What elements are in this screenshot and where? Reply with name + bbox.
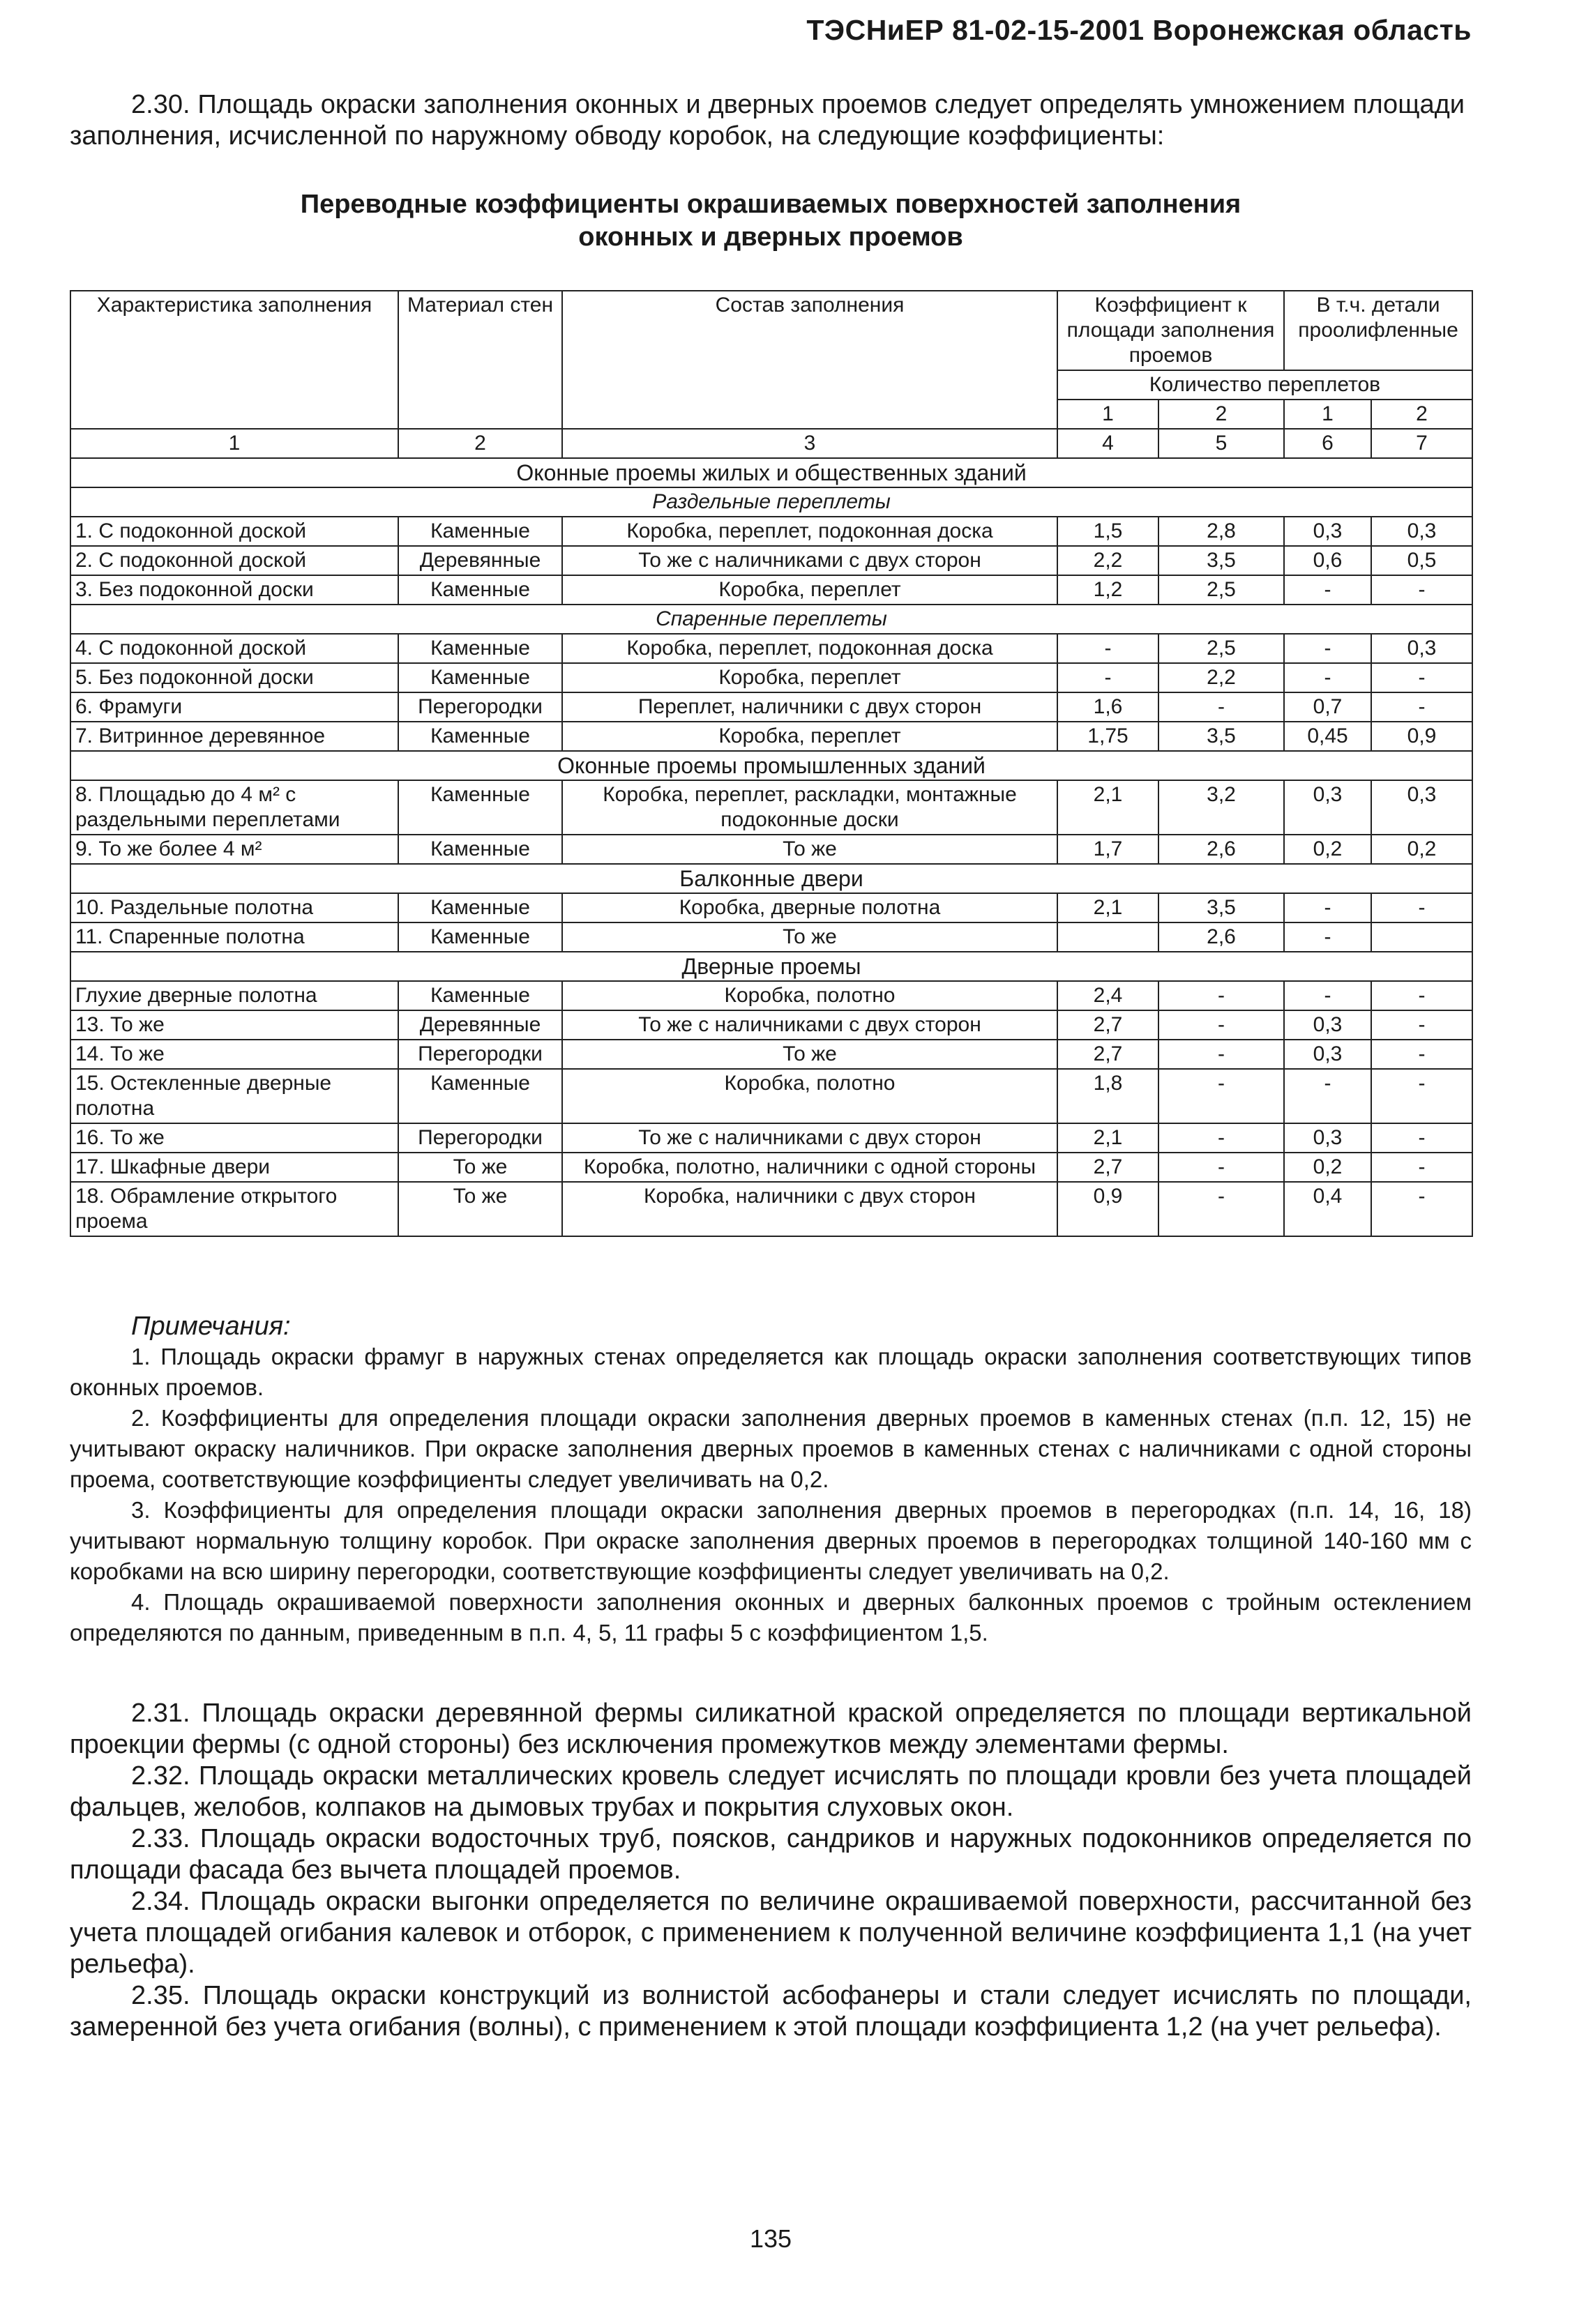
cell-coef-2: 2,6 [1158, 922, 1284, 952]
cell-oiled-1: - [1284, 922, 1371, 952]
cell-coef-2: 3,2 [1158, 780, 1284, 835]
table-row [70, 981, 1472, 1010]
cell-oiled-2: - [1371, 663, 1472, 692]
cell-coef-1: 1,8 [1057, 1069, 1158, 1123]
cell-coef-1: 1,6 [1057, 692, 1158, 722]
table-row [70, 1182, 1472, 1236]
table-row [70, 722, 1472, 751]
cell-composition: Коробка, переплет [562, 722, 1057, 751]
cell-characteristic: 6. Фрамуги [70, 692, 398, 722]
cell-coef-2: - [1158, 1069, 1284, 1123]
cell-composition: То же [562, 835, 1057, 864]
cell-wall-material: Деревянные [398, 1010, 562, 1040]
cell-characteristic: Глухие дверные полотна [70, 981, 398, 1010]
cell-oiled-1: - [1284, 1069, 1371, 1123]
cell-coef-2: - [1158, 981, 1284, 1010]
cell-coef-2: 2,5 [1158, 634, 1284, 663]
notes-block [70, 1311, 1472, 1648]
table-row [70, 780, 1472, 835]
section-paragraph: 2.35. Площадь окраски конструкций из волнистой асбофанеры и стали следует исчислять по площади, замеренной без учета огибания (волны), с применением к этой площади коэффициента 1,2 (на учет рельефа). [70, 1981, 1472, 2042]
cell-characteristic: 9. То же более 4 м² [70, 835, 398, 864]
cell-oiled-1: 0,6 [1284, 546, 1371, 575]
section-paragraph: 2.32. Площадь окраски металлических кровель следует исчислять по площади кровли без учета площадей фальцев, желобов, колпаков на дымовых трубах и покрытия слуховых окон. [70, 1761, 1472, 1822]
cell-wall-material: Каменные [398, 517, 562, 546]
column-number: 1 [70, 429, 398, 458]
cell-oiled-1: - [1284, 893, 1371, 922]
coefficient-table-wrapper [70, 290, 1472, 1237]
section-row [70, 864, 1472, 893]
cell-wall-material: Каменные [398, 663, 562, 692]
cell-characteristic: 10. Раздельные полотна [70, 893, 398, 922]
cell-composition: То же с наличниками с двух сторон [562, 1010, 1057, 1040]
table-row [70, 517, 1472, 546]
cell-coef-2: - [1158, 1010, 1284, 1040]
header-characteristic: Характеристика заполнения [70, 291, 398, 429]
page-number: 135 [749, 2224, 792, 2253]
cell-composition: Коробка, переплет [562, 575, 1057, 605]
cell-composition: Коробка, переплет, подоконная доска [562, 517, 1057, 546]
cell-composition: Переплет, наличники с двух сторон [562, 692, 1057, 722]
cell-characteristic: 16. То же [70, 1123, 398, 1153]
cell-coef-1: 1,7 [1057, 835, 1158, 864]
cell-coef-2: 3,5 [1158, 893, 1284, 922]
cell-wall-material: Перегородки [398, 1123, 562, 1153]
table-row [70, 692, 1472, 722]
cell-wall-material: Перегородки [398, 692, 562, 722]
table-row [70, 835, 1472, 864]
note-item: 4. Площадь окрашиваемой поверхности заполнения оконных и дверных балконных проемов с тройным остеклением определяются по данным, приведенным в п.п. 4, 5, 11 графы 5 с коэффициентом 1,5. [70, 1589, 1472, 1646]
header-frame-count: Количество переплетов [1057, 370, 1472, 400]
cell-coef-1: 0,9 [1057, 1182, 1158, 1236]
cell-characteristic: 17. Шкафные двери [70, 1153, 398, 1182]
section-title: Дверные проемы [70, 952, 1472, 981]
table-row [70, 1123, 1472, 1153]
cell-oiled-2: - [1371, 1069, 1472, 1123]
cell-characteristic: 5. Без подоконной доски [70, 663, 398, 692]
section-paragraph: 2.33. Площадь окраски водосточных труб, поясков, сандриков и наружных подоконников определяется по площади фасада без вычета площадей проемов. [70, 1824, 1472, 1885]
section-row [70, 952, 1472, 981]
header-count-1: 1 [1057, 400, 1158, 429]
column-number: 2 [398, 429, 562, 458]
cell-coef-1: 2,1 [1057, 893, 1158, 922]
cell-wall-material: Каменные [398, 1069, 562, 1123]
cell-coef-1: 2,1 [1057, 780, 1158, 835]
table-row [70, 575, 1472, 605]
cell-oiled-1: - [1284, 575, 1371, 605]
column-number: 5 [1158, 429, 1284, 458]
cell-coef-1: 1,2 [1057, 575, 1158, 605]
table-row [70, 893, 1472, 922]
cell-coef-1: 2,7 [1057, 1010, 1158, 1040]
cell-characteristic: 15. Остекленные дверные полотна [70, 1069, 398, 1123]
cell-oiled-2: 0,2 [1371, 835, 1472, 864]
cell-wall-material: Каменные [398, 780, 562, 835]
cell-oiled-1: 0,7 [1284, 692, 1371, 722]
subsection-title: Спаренные переплеты [70, 605, 1472, 634]
cell-wall-material: Каменные [398, 722, 562, 751]
column-number: 6 [1284, 429, 1371, 458]
cell-wall-material: Каменные [398, 634, 562, 663]
table-header-row [70, 291, 1472, 370]
cell-coef-2: 3,5 [1158, 546, 1284, 575]
cell-composition: Коробка, переплет [562, 663, 1057, 692]
cell-composition: То же с наличниками с двух сторон [562, 1123, 1057, 1153]
cell-oiled-1: 0,3 [1284, 1123, 1371, 1153]
table-title [70, 188, 1472, 254]
header-oiled-parts: В т.ч. детали проолифленные [1284, 291, 1472, 370]
header-count-2: 2 [1158, 400, 1284, 429]
coefficient-table [70, 290, 1473, 1237]
cell-characteristic: 1. С подоконной доской [70, 517, 398, 546]
cell-oiled-2: 0,9 [1371, 722, 1472, 751]
cell-oiled-1: - [1284, 663, 1371, 692]
table-row [70, 1040, 1472, 1069]
cell-oiled-1: 0,4 [1284, 1182, 1371, 1236]
sections-block [70, 1698, 1472, 2043]
cell-oiled-2: - [1371, 1040, 1472, 1069]
document-header: ТЭСНиЕР 81-02-15-2001 Воронежская область [806, 14, 1472, 46]
cell-wall-material: Каменные [398, 575, 562, 605]
cell-composition: Коробка, полотно [562, 1069, 1057, 1123]
cell-coef-2: 2,6 [1158, 835, 1284, 864]
cell-oiled-2: - [1371, 1182, 1472, 1236]
section-title: Оконные проемы промышленных зданий [70, 751, 1472, 780]
cell-coef-2: 2,8 [1158, 517, 1284, 546]
cell-characteristic: 4. С подоконной доской [70, 634, 398, 663]
cell-coef-1 [1057, 922, 1158, 952]
section-row [70, 458, 1472, 487]
note-item: 2. Коэффициенты для определения площади окраски заполнения дверных проемов в каменных стенах (п.п. 12, 15) не учитывают окраску наличников. При окраске заполнения дверных проемов в каменных стенах с наличниками с одной стороны проема, соответствующие коэффициенты следует увеличивать на 0,2. [70, 1405, 1472, 1492]
table-row [70, 1069, 1472, 1123]
cell-oiled-1: 0,3 [1284, 780, 1371, 835]
section-title: Балконные двери [70, 864, 1472, 893]
cell-characteristic: 2. С подоконной доской [70, 546, 398, 575]
table-row [70, 546, 1472, 575]
cell-oiled-2: - [1371, 575, 1472, 605]
notes-title: Примечания: [131, 1312, 291, 1341]
cell-oiled-1: 0,2 [1284, 835, 1371, 864]
note-item: 3. Коэффициенты для определения площади окраски заполнения дверных проемов в перегородках (п.п. 14, 16, 18) учитывают нормальную толщину коробок. При окраске заполнения дверных проемов в перегородках толщиной 140-160 мм с коробками на всю ширину перегородки, соответствующие коэффициенты следует увеличивать на 0,2. [70, 1497, 1472, 1584]
cell-oiled-2: - [1371, 981, 1472, 1010]
cell-composition: То же с наличниками с двух сторон [562, 546, 1057, 575]
cell-coef-2: - [1158, 1153, 1284, 1182]
cell-oiled-1: 0,3 [1284, 517, 1371, 546]
section-paragraph: 2.31. Площадь окраски деревянной фермы силикатной краской определяется по площади вертикальной проекции фермы (с одной стороны) без исключения промежутков между элементами фермы. [70, 1699, 1472, 1759]
header-coefficient: Коэффициент к площади заполнения проемов [1057, 291, 1284, 370]
cell-coef-2: - [1158, 1182, 1284, 1236]
cell-oiled-2: - [1371, 1010, 1472, 1040]
subsection-title: Раздельные переплеты [70, 487, 1472, 517]
cell-coef-1: 2,2 [1057, 546, 1158, 575]
cell-oiled-2: - [1371, 893, 1472, 922]
cell-oiled-2: 0,3 [1371, 517, 1472, 546]
cell-coef-2: 2,5 [1158, 575, 1284, 605]
cell-oiled-1: - [1284, 981, 1371, 1010]
cell-wall-material: Перегородки [398, 1040, 562, 1069]
table-row [70, 1010, 1472, 1040]
cell-coef-2: - [1158, 692, 1284, 722]
cell-characteristic: 8. Площадью до 4 м² с раздельными переплетами [70, 780, 398, 835]
cell-coef-1: 2,4 [1057, 981, 1158, 1010]
cell-characteristic: 14. То же [70, 1040, 398, 1069]
cell-composition: Коробка, переплет, подоконная доска [562, 634, 1057, 663]
column-number: 7 [1371, 429, 1472, 458]
cell-wall-material: Каменные [398, 835, 562, 864]
cell-coef-1: 2,1 [1057, 1123, 1158, 1153]
cell-oiled-2: 0,5 [1371, 546, 1472, 575]
cell-wall-material: То же [398, 1153, 562, 1182]
cell-composition: Коробка, наличники с двух сторон [562, 1182, 1057, 1236]
header-wall-material: Материал стен [398, 291, 562, 429]
cell-coef-2: - [1158, 1040, 1284, 1069]
cell-oiled-2: 0,3 [1371, 780, 1472, 835]
cell-coef-2: - [1158, 1123, 1284, 1153]
cell-oiled-2: - [1371, 1123, 1472, 1153]
cell-wall-material: Каменные [398, 893, 562, 922]
cell-coef-1: 2,7 [1057, 1153, 1158, 1182]
section-title: Оконные проемы жилых и общественных зданий [70, 458, 1472, 487]
column-number: 3 [562, 429, 1057, 458]
cell-coef-1: - [1057, 634, 1158, 663]
subsection-row [70, 605, 1472, 634]
cell-wall-material: Деревянные [398, 546, 562, 575]
note-item: 1. Площадь окраски фрамуг в наружных стенах определяется как площадь окраски заполнения соответствующих типов оконных проемов. [70, 1344, 1472, 1400]
section-paragraph: 2.34. Площадь окраски выгонки определяется по величине окрашиваемой поверхности, рассчитанной без учета площадей огибания калевок и отборок, с применением к полученной величине коэффициента 1,1 (на учет рельефа). [70, 1887, 1472, 1979]
cell-oiled-2 [1371, 922, 1472, 952]
table-title-line-2: оконных и дверных проемов [578, 222, 963, 252]
header-count-3: 1 [1284, 400, 1371, 429]
cell-composition: Коробка, полотно [562, 981, 1057, 1010]
cell-characteristic: 11. Спаренные полотна [70, 922, 398, 952]
subsection-row [70, 487, 1472, 517]
cell-composition: То же [562, 1040, 1057, 1069]
table-row [70, 634, 1472, 663]
cell-coef-1: - [1057, 663, 1158, 692]
section-row [70, 751, 1472, 780]
cell-wall-material: То же [398, 1182, 562, 1236]
cell-oiled-1: - [1284, 634, 1371, 663]
cell-coef-2: 2,2 [1158, 663, 1284, 692]
table-row [70, 663, 1472, 692]
column-number-row [70, 429, 1472, 458]
cell-characteristic: 18. Обрамление открытого проема [70, 1182, 398, 1236]
table-row [70, 1153, 1472, 1182]
cell-oiled-1: 0,45 [1284, 722, 1371, 751]
cell-composition: Коробка, полотно, наличники с одной стороны [562, 1153, 1057, 1182]
header-count-4: 2 [1371, 400, 1472, 429]
cell-oiled-2: 0,3 [1371, 634, 1472, 663]
cell-composition: То же [562, 922, 1057, 952]
cell-composition: Коробка, переплет, раскладки, монтажные подоконные доски [562, 780, 1057, 835]
cell-wall-material: Каменные [398, 981, 562, 1010]
table-row [70, 922, 1472, 952]
cell-characteristic: 3. Без подоконной доски [70, 575, 398, 605]
cell-coef-2: 3,5 [1158, 722, 1284, 751]
cell-characteristic: 7. Витринное деревянное [70, 722, 398, 751]
cell-oiled-2: - [1371, 692, 1472, 722]
cell-oiled-1: 0,2 [1284, 1153, 1371, 1182]
cell-coef-1: 1,75 [1057, 722, 1158, 751]
intro-paragraph: 2.30. Площадь окраски заполнения оконных и дверных проемов следует определять умножением площади заполнения, исчисленной по наружному обводу коробок, на следующие коэффициенты: [70, 90, 1465, 151]
cell-characteristic: 13. То же [70, 1010, 398, 1040]
header-composition: Состав заполнения [562, 291, 1057, 429]
table-title-line-1: Переводные коэффициенты окрашиваемых поверхностей заполнения [300, 190, 1241, 219]
cell-oiled-1: 0,3 [1284, 1040, 1371, 1069]
column-number: 4 [1057, 429, 1158, 458]
cell-oiled-1: 0,3 [1284, 1010, 1371, 1040]
cell-coef-1: 2,7 [1057, 1040, 1158, 1069]
cell-coef-1: 1,5 [1057, 517, 1158, 546]
cell-composition: Коробка, дверные полотна [562, 893, 1057, 922]
cell-wall-material: Каменные [398, 922, 562, 952]
cell-oiled-2: - [1371, 1153, 1472, 1182]
